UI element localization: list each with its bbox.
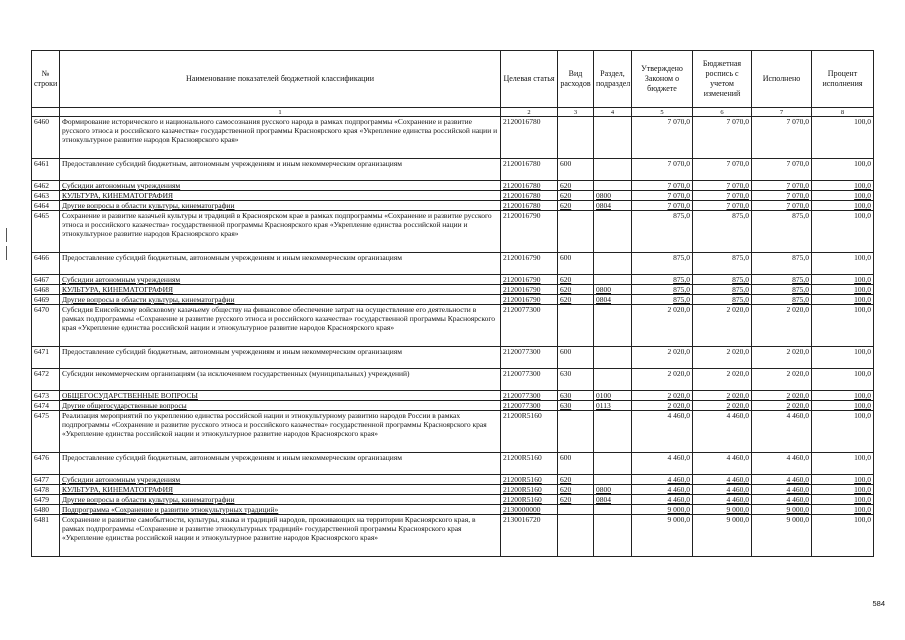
row-section: 0800 xyxy=(594,485,632,495)
row-number: 6466 xyxy=(32,253,60,275)
binding-mark xyxy=(6,246,7,260)
budget-table xyxy=(31,50,874,557)
row-approved-amount: 875,0 xyxy=(632,211,693,253)
row-percent: 100,0 xyxy=(812,495,874,505)
row-expense-type: 600 xyxy=(558,453,594,475)
row-number: 6461 xyxy=(32,159,60,181)
row-approved-amount: 875,0 xyxy=(632,275,693,285)
row-number: 6470 xyxy=(32,305,60,347)
row-percent: 100,0 xyxy=(812,391,874,401)
row-section: 0804 xyxy=(594,201,632,211)
row-section: 0804 xyxy=(594,295,632,305)
row-schedule-amount: 4 460,0 xyxy=(693,453,752,475)
row-target-item: 21200R5160 xyxy=(501,495,558,505)
header-budget-schedule: Бюджетная роспись с учетом изменений xyxy=(693,51,752,108)
table-row xyxy=(32,201,874,211)
row-number: 6473 xyxy=(32,391,60,401)
row-approved-amount: 2 020,0 xyxy=(632,401,693,411)
row-schedule-amount: 2 020,0 xyxy=(693,391,752,401)
column-number-row xyxy=(32,108,874,117)
row-indicator-name: Сохранение и развитие самобытности, культуры, языка и традиций народов, проживающих на территории Красноярского края, в рамках подпрограммы «Сохранение и развитие этнокультурных традиций» государственной программы Красноярского края «Укрепление единства российской нации и этнокультурное развитие народов Красноярского края» xyxy=(60,515,501,557)
header-row xyxy=(32,51,874,108)
row-percent: 100,0 xyxy=(812,285,874,295)
header-target-item: Целевая статья xyxy=(501,51,558,108)
row-section xyxy=(594,505,632,515)
row-target-item: 2120077300 xyxy=(501,401,558,411)
row-expense-type: 620 xyxy=(558,485,594,495)
row-approved-amount: 7 070,0 xyxy=(632,159,693,181)
row-schedule-amount: 2 020,0 xyxy=(693,347,752,369)
row-schedule-amount: 875,0 xyxy=(693,295,752,305)
row-approved-amount: 875,0 xyxy=(632,253,693,275)
row-target-item: 2120016780 xyxy=(501,191,558,201)
row-approved-amount: 7 070,0 xyxy=(632,191,693,201)
row-expense-type xyxy=(558,117,594,159)
row-expense-type: 620 xyxy=(558,191,594,201)
row-target-item: 2120077300 xyxy=(501,391,558,401)
row-indicator-name: Субсидия Енисейскому войсковому казачьему обществу на финансовое обеспечение затрат на осуществление его деятельности в рамках подпрограммы «Сохранение и развитие русского этноса и российского казачества» государственной программы Красноярского края «Укрепление единства российской нации и этнокультурное развитие народов Красноярского края» xyxy=(60,305,501,347)
row-percent: 100,0 xyxy=(812,305,874,347)
row-schedule-amount: 4 460,0 xyxy=(693,475,752,485)
row-schedule-amount: 9 000,0 xyxy=(693,505,752,515)
row-indicator-name: ОБЩЕГОСУДАРСТВЕННЫЕ ВОПРОСЫ xyxy=(60,391,501,401)
row-target-item: 2130016720 xyxy=(501,515,558,557)
column-number: 5 xyxy=(632,108,693,117)
row-percent: 100,0 xyxy=(812,485,874,495)
table-body xyxy=(32,117,874,557)
row-executed-amount: 2 020,0 xyxy=(752,401,812,411)
row-section: 0804 xyxy=(594,495,632,505)
row-percent: 100,0 xyxy=(812,159,874,181)
row-percent: 100,0 xyxy=(812,411,874,453)
row-percent: 100,0 xyxy=(812,275,874,285)
row-executed-amount: 2 020,0 xyxy=(752,347,812,369)
row-percent: 100,0 xyxy=(812,515,874,557)
row-section xyxy=(594,211,632,253)
row-indicator-name: Подпрограмма «Сохранение и развитие этнокультурных традиций» xyxy=(60,505,501,515)
row-expense-type xyxy=(558,211,594,253)
column-number: 3 xyxy=(558,108,594,117)
row-indicator-name: Другие вопросы в области культуры, кинематографии xyxy=(60,201,501,211)
row-number: 6468 xyxy=(32,285,60,295)
binding-mark xyxy=(6,228,7,242)
row-number: 6471 xyxy=(32,347,60,369)
row-section: 0113 xyxy=(594,401,632,411)
row-target-item: 21200R5160 xyxy=(501,485,558,495)
row-schedule-amount: 4 460,0 xyxy=(693,485,752,495)
row-target-item: 2120016790 xyxy=(501,285,558,295)
row-executed-amount: 875,0 xyxy=(752,253,812,275)
row-percent: 100,0 xyxy=(812,191,874,201)
table-row xyxy=(32,181,874,191)
row-number: 6481 xyxy=(32,515,60,557)
row-section xyxy=(594,475,632,485)
row-executed-amount: 875,0 xyxy=(752,275,812,285)
row-expense-type: 620 xyxy=(558,475,594,485)
row-executed-amount: 7 070,0 xyxy=(752,201,812,211)
table-row xyxy=(32,347,874,369)
header-row-number: № строки xyxy=(32,51,60,108)
table-row xyxy=(32,295,874,305)
row-number: 6460 xyxy=(32,117,60,159)
row-number: 6467 xyxy=(32,275,60,285)
header-percent: Процент исполнения xyxy=(812,51,874,108)
row-number: 6478 xyxy=(32,485,60,495)
table-row xyxy=(32,505,874,515)
row-schedule-amount: 875,0 xyxy=(693,275,752,285)
row-expense-type: 600 xyxy=(558,159,594,181)
table-row xyxy=(32,515,874,557)
row-target-item: 21200R5160 xyxy=(501,453,558,475)
row-section xyxy=(594,347,632,369)
row-expense-type: 630 xyxy=(558,401,594,411)
row-target-item: 2120016790 xyxy=(501,275,558,285)
row-section xyxy=(594,181,632,191)
row-approved-amount: 2 020,0 xyxy=(632,347,693,369)
row-section xyxy=(594,117,632,159)
row-approved-amount: 9 000,0 xyxy=(632,515,693,557)
row-section xyxy=(594,411,632,453)
row-schedule-amount: 2 020,0 xyxy=(693,305,752,347)
row-target-item: 2120016790 xyxy=(501,295,558,305)
row-approved-amount: 4 460,0 xyxy=(632,485,693,495)
table-row xyxy=(32,411,874,453)
column-number: 1 xyxy=(60,108,501,117)
row-indicator-name: Субсидии некоммерческим организациям (за исключением государственных (муниципальных) учреждений) xyxy=(60,369,501,391)
row-schedule-amount: 2 020,0 xyxy=(693,401,752,411)
row-indicator-name: КУЛЬТУРА, КИНЕМАТОГРАФИЯ xyxy=(60,191,501,201)
row-number: 6479 xyxy=(32,495,60,505)
table-row xyxy=(32,211,874,253)
row-approved-amount: 2 020,0 xyxy=(632,391,693,401)
row-percent: 100,0 xyxy=(812,295,874,305)
row-target-item: 2120077300 xyxy=(501,305,558,347)
row-section xyxy=(594,369,632,391)
column-number: 7 xyxy=(752,108,812,117)
row-approved-amount: 4 460,0 xyxy=(632,453,693,475)
row-target-item: 2120077300 xyxy=(501,369,558,391)
row-expense-type xyxy=(558,505,594,515)
row-executed-amount: 875,0 xyxy=(752,285,812,295)
row-approved-amount: 2 020,0 xyxy=(632,369,693,391)
row-schedule-amount: 7 070,0 xyxy=(693,191,752,201)
table-row xyxy=(32,191,874,201)
row-target-item: 2120016780 xyxy=(501,117,558,159)
row-expense-type xyxy=(558,515,594,557)
header-executed: Исполнено xyxy=(752,51,812,108)
row-number: 6472 xyxy=(32,369,60,391)
row-executed-amount: 9 000,0 xyxy=(752,505,812,515)
row-section xyxy=(594,515,632,557)
row-schedule-amount: 7 070,0 xyxy=(693,159,752,181)
row-executed-amount: 7 070,0 xyxy=(752,159,812,181)
row-approved-amount: 4 460,0 xyxy=(632,495,693,505)
row-indicator-name: Сохранение и развитие казачьей культуры и традиций в Красноярском крае в рамках подпрограммы «Сохранение и развитие русского этноса и российского казачества» государственной программы Красноярского края «Укрепление единства российской нации и этнокультурное развитие народов Красноярского края» xyxy=(60,211,501,253)
row-section: 0100 xyxy=(594,391,632,401)
row-indicator-name: Реализация мероприятий по укреплению единства российской нации и этнокультурному развитию народов России в рамках подпрограммы «Сохранение и развитие русского этноса и российского казачества» государственной программы Красноярского края «Укрепление единства российской нации и этнокультурное развитие народов Красноярского края» xyxy=(60,411,501,453)
row-expense-type: 620 xyxy=(558,201,594,211)
row-number: 6476 xyxy=(32,453,60,475)
row-number: 6462 xyxy=(32,181,60,191)
row-schedule-amount: 7 070,0 xyxy=(693,117,752,159)
page-number: 584 xyxy=(872,599,885,608)
row-expense-type: 620 xyxy=(558,275,594,285)
table-row xyxy=(32,159,874,181)
row-executed-amount: 7 070,0 xyxy=(752,191,812,201)
table-row xyxy=(32,495,874,505)
row-section: 0800 xyxy=(594,285,632,295)
header-approved: Утверждено Законом о бюджете xyxy=(632,51,693,108)
row-schedule-amount: 7 070,0 xyxy=(693,181,752,191)
column-number: 8 xyxy=(812,108,874,117)
row-number: 6475 xyxy=(32,411,60,453)
row-percent: 100,0 xyxy=(812,117,874,159)
header-indicator-name: Наименование показателей бюджетной классификации xyxy=(60,51,501,108)
row-executed-amount: 4 460,0 xyxy=(752,495,812,505)
row-schedule-amount: 2 020,0 xyxy=(693,369,752,391)
row-percent: 100,0 xyxy=(812,505,874,515)
row-section xyxy=(594,159,632,181)
row-schedule-amount: 9 000,0 xyxy=(693,515,752,557)
row-approved-amount: 4 460,0 xyxy=(632,411,693,453)
table-row xyxy=(32,391,874,401)
row-number: 6464 xyxy=(32,201,60,211)
row-executed-amount: 4 460,0 xyxy=(752,475,812,485)
row-executed-amount: 4 460,0 xyxy=(752,411,812,453)
row-number: 6469 xyxy=(32,295,60,305)
column-number: 4 xyxy=(594,108,632,117)
row-section xyxy=(594,453,632,475)
row-approved-amount: 7 070,0 xyxy=(632,181,693,191)
row-expense-type xyxy=(558,305,594,347)
row-executed-amount: 875,0 xyxy=(752,295,812,305)
row-expense-type: 600 xyxy=(558,347,594,369)
header-expense-type: Вид расходов xyxy=(558,51,594,108)
row-indicator-name: Субсидии автономным учреждениям xyxy=(60,181,501,191)
column-number: 6 xyxy=(693,108,752,117)
row-indicator-name: Предоставление субсидий бюджетным, автономным учреждениям и иным некоммерческим организациям xyxy=(60,453,501,475)
row-indicator-name: Другие вопросы в области культуры, кинематографии xyxy=(60,495,501,505)
row-section xyxy=(594,275,632,285)
table-row xyxy=(32,475,874,485)
table-row xyxy=(32,401,874,411)
table-row xyxy=(32,485,874,495)
row-percent: 100,0 xyxy=(812,211,874,253)
row-expense-type: 620 xyxy=(558,181,594,191)
row-approved-amount: 875,0 xyxy=(632,285,693,295)
row-schedule-amount: 7 070,0 xyxy=(693,201,752,211)
row-executed-amount: 4 460,0 xyxy=(752,485,812,495)
row-approved-amount: 4 460,0 xyxy=(632,475,693,485)
row-number: 6465 xyxy=(32,211,60,253)
row-target-item: 2120016780 xyxy=(501,181,558,191)
row-indicator-name: Другие общегосударственные вопросы xyxy=(60,401,501,411)
row-approved-amount: 875,0 xyxy=(632,295,693,305)
row-number: 6474 xyxy=(32,401,60,411)
row-indicator-name: Предоставление субсидий бюджетным, автономным учреждениям и иным некоммерческим организациям xyxy=(60,253,501,275)
row-expense-type: 620 xyxy=(558,285,594,295)
row-indicator-name: КУЛЬТУРА, КИНЕМАТОГРАФИЯ xyxy=(60,285,501,295)
row-percent: 100,0 xyxy=(812,369,874,391)
row-approved-amount: 7 070,0 xyxy=(632,117,693,159)
row-schedule-amount: 4 460,0 xyxy=(693,495,752,505)
row-expense-type: 630 xyxy=(558,391,594,401)
row-executed-amount: 7 070,0 xyxy=(752,117,812,159)
table-row xyxy=(32,285,874,295)
table-row xyxy=(32,305,874,347)
row-executed-amount: 2 020,0 xyxy=(752,391,812,401)
row-expense-type: 630 xyxy=(558,369,594,391)
table-row xyxy=(32,253,874,275)
column-number: 2 xyxy=(501,108,558,117)
row-indicator-name: Предоставление субсидий бюджетным, автономным учреждениям и иным некоммерческим организациям xyxy=(60,347,501,369)
row-section: 0800 xyxy=(594,191,632,201)
row-section xyxy=(594,305,632,347)
row-percent: 100,0 xyxy=(812,253,874,275)
row-expense-type: 600 xyxy=(558,253,594,275)
row-expense-type: 620 xyxy=(558,295,594,305)
row-percent: 100,0 xyxy=(812,475,874,485)
column-number-blank xyxy=(32,108,60,117)
row-section xyxy=(594,253,632,275)
row-approved-amount: 9 000,0 xyxy=(632,505,693,515)
row-executed-amount: 4 460,0 xyxy=(752,453,812,475)
row-target-item: 2120016790 xyxy=(501,211,558,253)
row-indicator-name: Предоставление субсидий бюджетным, автономным учреждениям и иным некоммерческим организациям xyxy=(60,159,501,181)
row-target-item: 2120077300 xyxy=(501,347,558,369)
table-row xyxy=(32,369,874,391)
row-number: 6463 xyxy=(32,191,60,201)
table-row xyxy=(32,275,874,285)
row-target-item: 2130000000 xyxy=(501,505,558,515)
row-executed-amount: 2 020,0 xyxy=(752,305,812,347)
row-indicator-name: Формирование исторического и национального самосознания русского народа в рамках подпрограммы «Сохранение и развитие русского этноса и российского казачества» государственной программы Красноярского края «Укрепление единства российской нации и этнокультурное развитие народов Красноярского края» xyxy=(60,117,501,159)
row-indicator-name: Субсидии автономным учреждениям xyxy=(60,275,501,285)
row-indicator-name: КУЛЬТУРА, КИНЕМАТОГРАФИЯ xyxy=(60,485,501,495)
table-row xyxy=(32,453,874,475)
row-expense-type xyxy=(558,411,594,453)
header-section: Раздел, подраздел xyxy=(594,51,632,108)
row-percent: 100,0 xyxy=(812,347,874,369)
row-approved-amount: 2 020,0 xyxy=(632,305,693,347)
row-schedule-amount: 875,0 xyxy=(693,211,752,253)
row-target-item: 2120016790 xyxy=(501,253,558,275)
table-row xyxy=(32,117,874,159)
row-executed-amount: 2 020,0 xyxy=(752,369,812,391)
row-expense-type: 620 xyxy=(558,495,594,505)
row-executed-amount: 7 070,0 xyxy=(752,181,812,191)
row-executed-amount: 875,0 xyxy=(752,211,812,253)
row-percent: 100,0 xyxy=(812,201,874,211)
row-indicator-name: Другие вопросы в области культуры, кинематографии xyxy=(60,295,501,305)
row-target-item: 2120016780 xyxy=(501,159,558,181)
row-number: 6480 xyxy=(32,505,60,515)
row-target-item: 21200R5160 xyxy=(501,411,558,453)
row-target-item: 21200R5160 xyxy=(501,475,558,485)
row-percent: 100,0 xyxy=(812,401,874,411)
row-approved-amount: 7 070,0 xyxy=(632,201,693,211)
row-percent: 100,0 xyxy=(812,453,874,475)
row-schedule-amount: 4 460,0 xyxy=(693,411,752,453)
row-percent: 100,0 xyxy=(812,181,874,191)
row-number: 6477 xyxy=(32,475,60,485)
row-target-item: 2120016780 xyxy=(501,201,558,211)
row-indicator-name: Субсидии автономным учреждениям xyxy=(60,475,501,485)
row-executed-amount: 9 000,0 xyxy=(752,515,812,557)
row-schedule-amount: 875,0 xyxy=(693,253,752,275)
row-schedule-amount: 875,0 xyxy=(693,285,752,295)
